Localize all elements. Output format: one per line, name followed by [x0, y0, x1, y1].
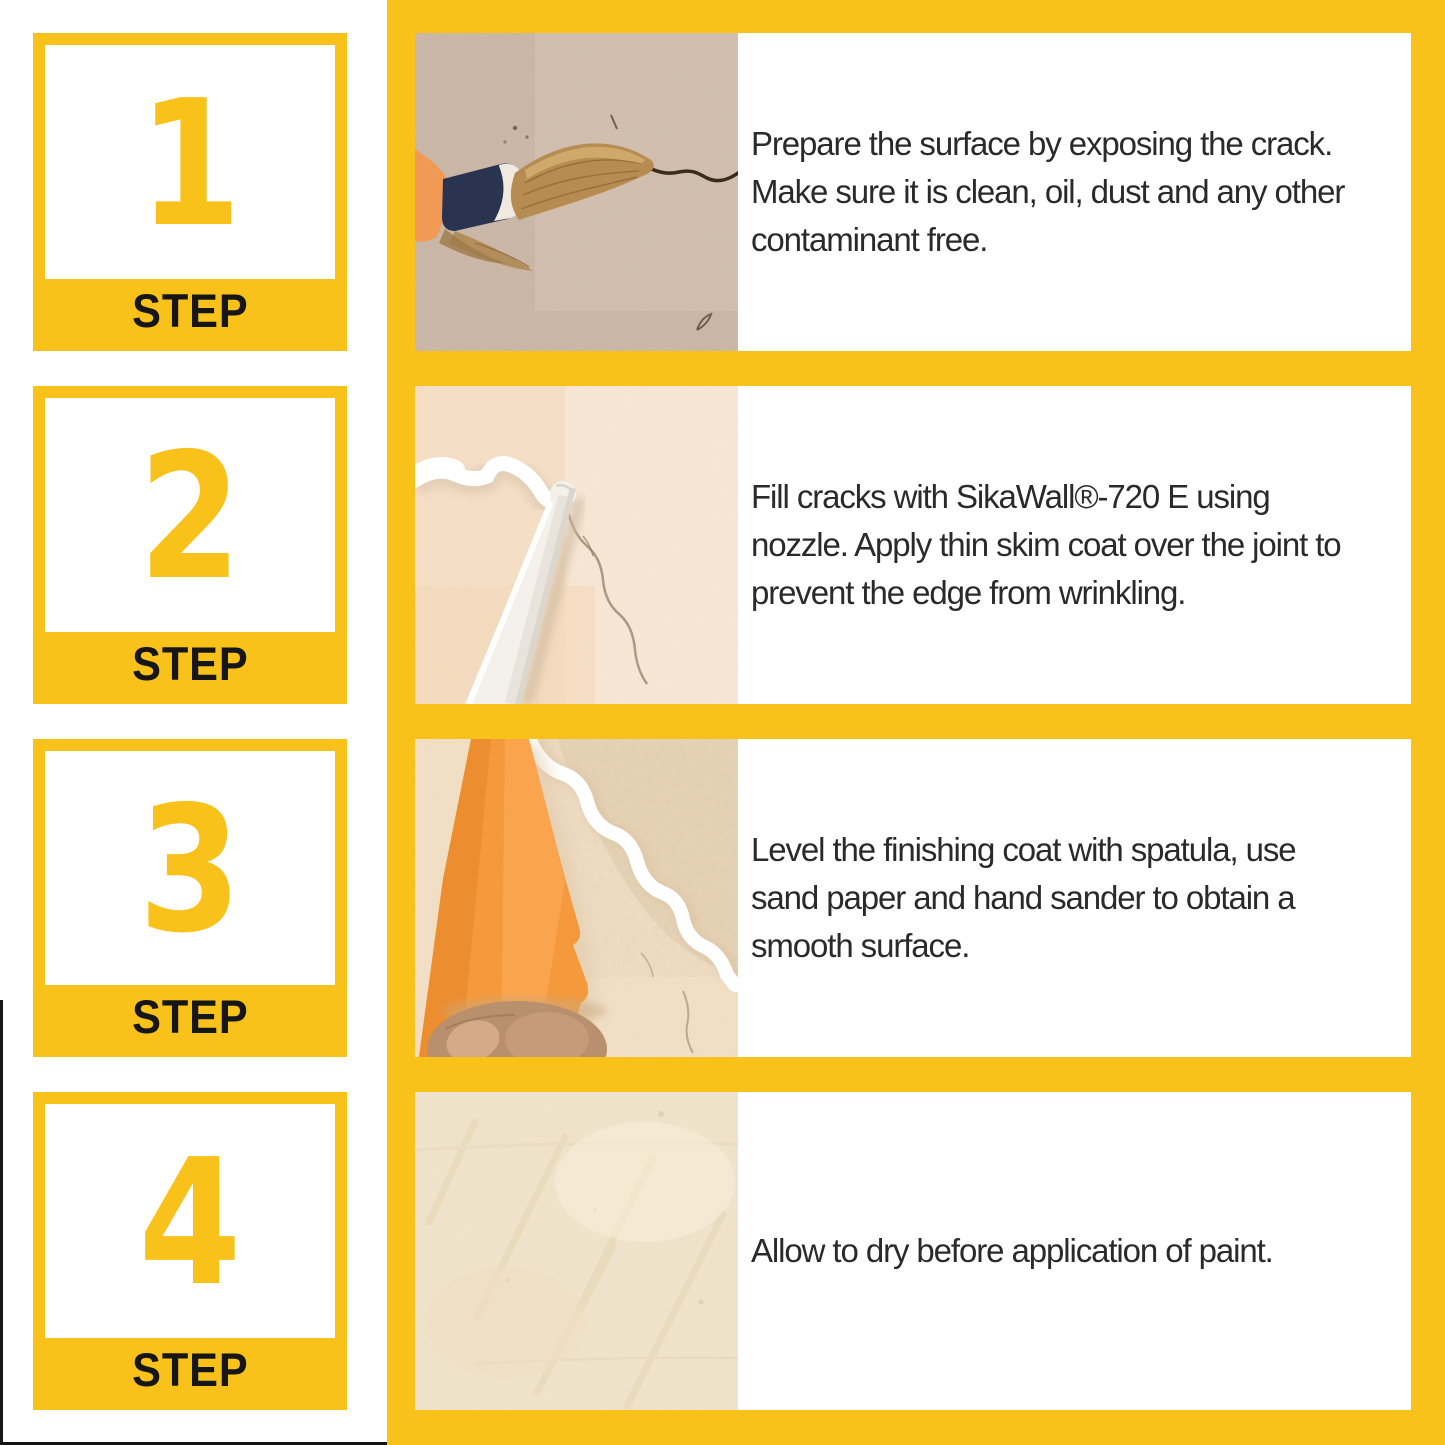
left-edge-artifact-line	[0, 1000, 3, 1445]
step-3-label-band	[33, 985, 347, 1057]
step-2-badge	[33, 386, 347, 704]
step-4-description: Allow to dry before application of paint.	[751, 1232, 1273, 1269]
step-4-photo	[415, 1092, 738, 1410]
step-1-badge	[33, 33, 347, 351]
step-4-number: 4	[138, 1122, 242, 1325]
step-2-description: Fill cracks with SikaWall®-720 E using nozzle. Apply thin skim coat over the joint to prevent the edge from wrinkling.	[751, 478, 1341, 611]
step-3-photo	[415, 739, 738, 1057]
spatula-leveling-illustration	[415, 739, 738, 1057]
step-1-description: Prepare the surface by exposing the crack. Make sure it is clean, oil, dust and any other contaminant free.	[751, 125, 1345, 258]
step-2-number: 2	[138, 416, 242, 619]
step-2-label-band	[33, 632, 347, 704]
step-4-badge	[33, 1092, 347, 1410]
step-3-row	[415, 739, 1411, 1057]
paintbrush-crack-illustration	[415, 33, 738, 351]
step-3-number: 3	[138, 769, 242, 972]
step-1-label: STEP	[131, 283, 249, 337]
instructions-panel	[387, 0, 1445, 1445]
step-1-row	[415, 33, 1411, 351]
step-2-label: STEP	[131, 636, 249, 690]
step-1-label-band	[33, 279, 347, 351]
step-3-label: STEP	[131, 989, 249, 1043]
step-4-label-band	[33, 1338, 347, 1410]
step-3-badge	[33, 739, 347, 1057]
step-3-description: Level the finishing coat with spatula, use sand paper and hand sander to obtain a smooth surface.	[751, 831, 1296, 964]
step-2-row	[415, 386, 1411, 704]
step-4-row	[415, 1092, 1411, 1410]
dried-wall-illustration	[415, 1092, 738, 1410]
nozzle-filler-illustration	[415, 386, 738, 704]
step-1-photo	[415, 33, 738, 351]
step-4-label: STEP	[131, 1342, 249, 1396]
step-1-number: 1	[138, 63, 242, 266]
step-2-photo	[415, 386, 738, 704]
